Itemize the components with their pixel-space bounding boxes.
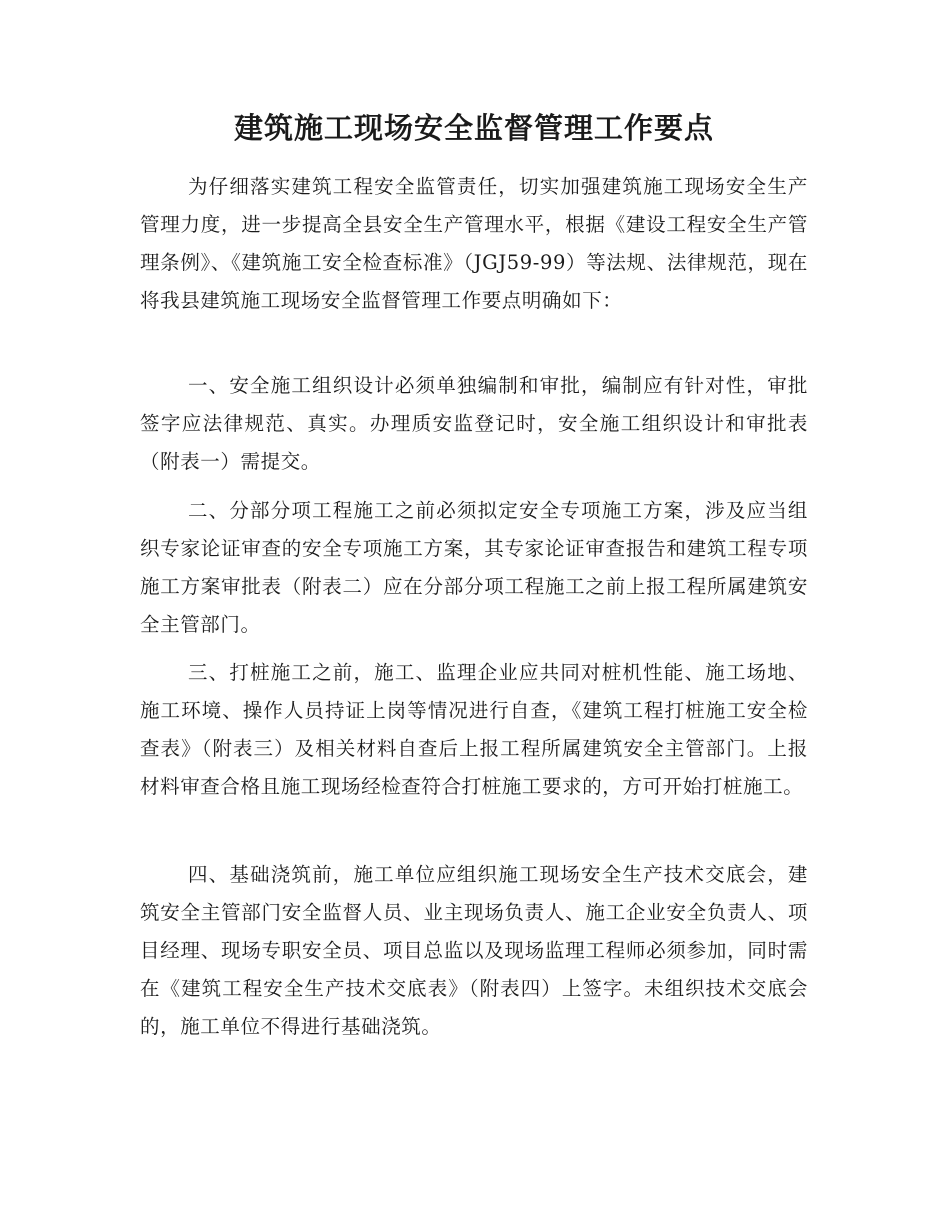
section-2-paragraph: 二、分部分项工程施工之前必须拟定安全专项施工方案，涉及应当组织专家论证审查的安全专项施工方案，其专家论证审查报告和建筑工程专项施工方案审批表（附表二）应在分部分项工程施工之前上报工程所属建筑安全主管部门。: [140, 499, 808, 636]
section-4-paragraph: 四、基础浇筑前，施工单位应组织施工现场安全生产技术交底会，建筑安全主管部门安全监督人员、业主现场负责人、施工企业安全负责人、项目经理、现场专职安全员、项目总监以及现场监理工程师必须参加，同时需在《建筑工程安全生产技术交底表》（附表四）上签字。未组织技术交底会的，施工单位不得进行基础浇筑。: [140, 863, 808, 1038]
intro-paragraph: 为仔细落实建筑工程安全监管责任，切实加强建筑施工现场安全生产管理力度，进一步提高全县安全生产管理水平，根据《建设工程安全生产管理条例》、《建筑施工安全检查标准》（JGJ59-99）等法规、法律规范，现在将我县建筑施工现场安全监督管理工作要点明确如下：: [140, 175, 808, 312]
section-3-paragraph: 三、打桩施工之前，施工、监理企业应共同对桩机性能、施工场地、施工环境、操作人员持证上岗等情况进行自查，《建筑工程打桩施工安全检查表》（附表三）及相关材料自查后上报工程所属建筑安全主管部门。上报材料审查合格且施工现场经检查符合打桩施工要求的，方可开始打桩施工。: [140, 661, 808, 798]
document-title: 建筑施工现场安全监督管理工作要点: [233, 111, 714, 145]
section-1-paragraph: 一、安全施工组织设计必须单独编制和审批，编制应有针对性，审批签字应法律规范、真实。办理质安监登记时，安全施工组织设计和审批表（附表一）需提交。: [140, 374, 808, 473]
